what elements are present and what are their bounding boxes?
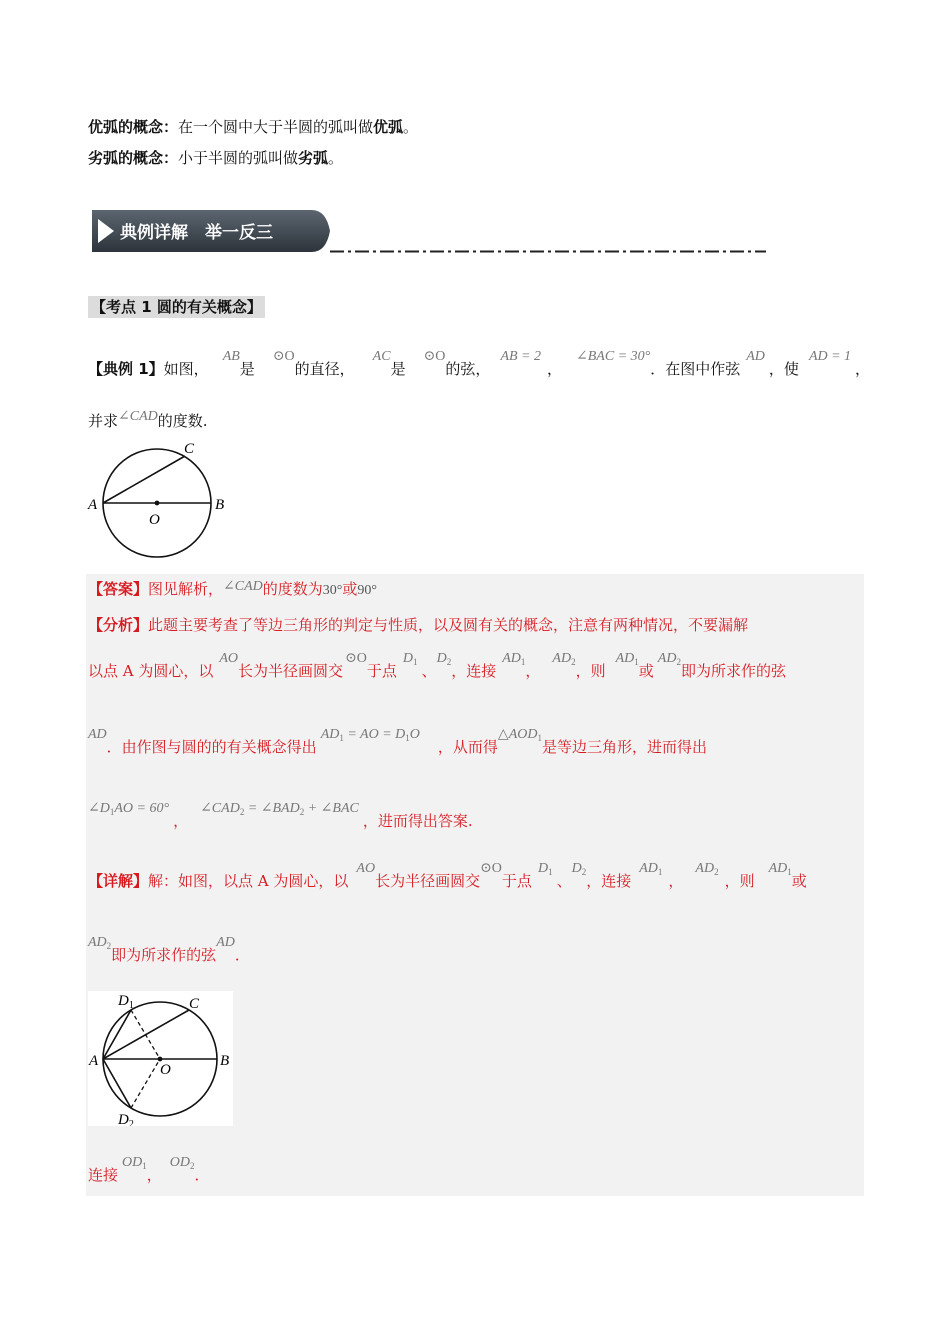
math-sub: 2 <box>676 657 681 667</box>
math-circle-o: ⊙O <box>423 349 446 364</box>
math-ad-eq: AD = 1 <box>808 349 852 364</box>
point-label-d1: $D_1$ <box>118 993 134 1011</box>
example-text: 是 <box>239 360 255 378</box>
point-label-a: A <box>89 1053 99 1069</box>
math-ab-eq: AB = 2 <box>500 349 541 364</box>
example-text: 的直径， <box>294 360 355 378</box>
math-angle-cad: ∠CAD <box>118 409 158 424</box>
example-text: 的度数. <box>157 412 208 430</box>
example-text: 如图， <box>163 360 209 378</box>
math-equal-chain <box>321 727 420 742</box>
detail-text: 、 <box>556 872 572 890</box>
minor-arc-term: 劣弧 <box>298 149 329 167</box>
answer-text: 或 <box>342 580 358 598</box>
point-label-c: C <box>184 441 195 457</box>
answer-text: 图见解析， <box>148 580 224 598</box>
math-sub: 2 <box>714 867 719 877</box>
math-sub: 2 <box>239 807 245 817</box>
math-ad: AD <box>695 861 715 876</box>
detail-text: 于点 <box>501 872 532 890</box>
math-sub: 2 <box>299 807 305 817</box>
analysis-text: 长为半径画圆交 <box>238 662 344 680</box>
math-ao-d: = AO = D <box>343 727 406 742</box>
math-sub: 2 <box>446 657 452 667</box>
math-o: O <box>409 727 420 742</box>
answer-label: 【答案】 <box>88 580 149 598</box>
math-circle-o: ⊙O <box>480 861 502 876</box>
detail-text: ，则 <box>724 872 755 890</box>
math-sub: 1 <box>339 733 344 743</box>
math-angle-cad: ∠CAD <box>223 579 263 594</box>
major-arc-term: 优弧 <box>373 118 404 136</box>
detail-text: ，连接 <box>586 872 632 890</box>
detail-text: 即为所求作的弦 <box>111 946 217 964</box>
math-sub: 2 <box>581 867 587 877</box>
math-angle-bad: = ∠BAD <box>244 801 300 816</box>
math-d: D <box>402 651 414 666</box>
analysis-line-4 <box>88 801 473 837</box>
circle-figure-2-frame <box>88 991 233 1126</box>
example-text: ， <box>855 360 871 378</box>
math-ad: AD <box>615 651 635 666</box>
detail-text: ． <box>194 1166 210 1184</box>
math-angle-cad: ∠CAD <box>200 801 240 816</box>
math-90deg: 90° <box>357 583 378 598</box>
analysis-line-3 <box>88 727 707 763</box>
banner-dashed-rule <box>330 250 766 253</box>
major-arc-label: 优弧的概念： <box>88 118 179 136</box>
math-d1 <box>538 861 553 876</box>
circle-figure-1 <box>84 436 234 566</box>
analysis-label: 【分析】 <box>88 616 149 634</box>
analysis-text: ，进而得出答案. <box>362 812 473 830</box>
math-sub: 1 <box>548 867 553 877</box>
detail-text: 长为半径画圆交 <box>375 872 481 890</box>
math-ad1 <box>639 861 662 876</box>
math-triangle-aod: △AOD <box>497 727 538 742</box>
detail-text: ， <box>146 1166 162 1184</box>
example-text: 并求 <box>88 412 119 430</box>
minor-arc-concept <box>88 147 343 169</box>
analysis-text: ， <box>173 812 189 830</box>
math-ad2 <box>695 861 718 876</box>
analysis-text: 、 <box>421 662 437 680</box>
analysis-text: ，从而得 <box>437 738 498 756</box>
math-ao-60: AO = 60° <box>114 801 170 816</box>
detail-text: 解：如图，以点 A 为圆心，以 <box>148 872 349 890</box>
analysis-text: 于点 <box>366 662 397 680</box>
analysis-text: 或 <box>638 662 654 680</box>
math-ac: AC <box>372 349 391 364</box>
detail-text: ， <box>668 872 684 890</box>
math-od2 <box>170 1155 195 1170</box>
math-ad1 <box>769 861 792 876</box>
math-d: D <box>436 651 447 666</box>
math-sub: 2 <box>106 941 112 951</box>
point-label-o: O <box>149 512 160 528</box>
math-circle-o: ⊙O <box>345 651 367 666</box>
minor-arc-label: 劣弧的概念： <box>88 149 179 167</box>
math-ad: AD <box>502 651 521 666</box>
analysis-text: ．由作图与圆的的有关概念得出 <box>106 738 317 756</box>
detail-line-3 <box>88 1155 210 1191</box>
answer-text: 的度数为 <box>262 580 323 598</box>
major-arc-text: 在一个圆中大于半圆的弧叫做 <box>178 118 374 136</box>
math-od: OD <box>122 1155 143 1170</box>
math-d2 <box>572 861 587 876</box>
detail-text: ． <box>234 946 250 964</box>
math-ad2 <box>658 651 681 666</box>
math-ad: AD <box>746 349 765 364</box>
math-ad1 <box>502 651 525 666</box>
math-ad: AD <box>216 935 235 950</box>
math-ad: AD <box>88 727 107 742</box>
math-angle-bac: ∠BAC = 30° <box>576 349 651 364</box>
section-banner <box>90 208 332 254</box>
answer-line <box>88 578 377 602</box>
math-ad1 <box>616 651 639 666</box>
analysis-text: ， <box>525 662 541 680</box>
math-triangle <box>498 727 542 742</box>
math-od: OD <box>169 1155 190 1170</box>
math-angle-sum <box>200 801 359 816</box>
math-ab: AB <box>222 349 240 364</box>
math-angle-bac: + ∠BAC <box>304 801 359 816</box>
kaodian-heading: 【考点 1 圆的有关概念】 <box>88 296 265 318</box>
point-label-a: A <box>88 497 98 513</box>
analysis-text: 是等边三角形，进而得出 <box>541 738 707 756</box>
analysis-text: ，则 <box>575 662 606 680</box>
math-d1 <box>403 651 418 666</box>
math-ad: AD <box>552 651 572 666</box>
detail-text: 或 <box>791 872 807 890</box>
example-text: ， <box>547 360 563 378</box>
math-ad: AD <box>657 651 677 666</box>
example-label: 【典例 1】 <box>88 360 164 378</box>
point-label-d2: $D_2$ <box>118 1112 134 1126</box>
math-ao: AO <box>356 861 376 876</box>
math-ad2 <box>552 651 575 666</box>
math-sub: 1 <box>657 867 663 877</box>
analysis-line-2 <box>88 651 786 687</box>
math-30deg: 30° <box>322 583 343 598</box>
math-sub: 1 <box>787 867 792 877</box>
math-d: D <box>571 861 582 876</box>
analysis-text: ，连接 <box>451 662 497 680</box>
analysis-text: 此题主要考查了等边三角形的判定与性质，以及圆有关的概念，注意有两种情况，不要漏解 <box>148 616 749 634</box>
math-sub: 2 <box>571 657 576 667</box>
point-label-b: B <box>215 497 225 513</box>
math-ad: AD <box>320 727 340 742</box>
example-text: 的弦， <box>445 360 491 378</box>
math-ao: AO <box>219 651 239 666</box>
banner-text: 典例详解 举一反三 <box>120 223 273 243</box>
detail-label: 【详解】 <box>88 872 149 890</box>
circle-figure-2 <box>88 991 233 1126</box>
math-sub: 1 <box>413 657 418 667</box>
math-sub: 1 <box>405 733 410 743</box>
point-label-o: O <box>160 1062 171 1078</box>
analysis-text: 即为所求作的弦 <box>680 662 786 680</box>
math-sub: 1 <box>142 1161 147 1171</box>
math-ad: AD <box>768 861 788 876</box>
example-text: 是 <box>390 360 406 378</box>
math-ad: AD <box>88 935 107 950</box>
example-line-1 <box>88 349 871 382</box>
detail-line-2 <box>88 935 250 971</box>
example-text: ．在图中作弦 <box>650 360 741 378</box>
math-sub: 1 <box>109 807 115 817</box>
math-circle-o: ⊙O <box>272 349 295 364</box>
math-ad2 <box>88 935 111 950</box>
math-d: D <box>537 861 549 876</box>
point-label-b: B <box>220 1053 230 1069</box>
example-text: ，使 <box>768 360 799 378</box>
detail-text: 连接 <box>88 1166 119 1184</box>
math-od1 <box>122 1155 147 1170</box>
point-label-c: C <box>189 996 200 1012</box>
minor-arc-end: 。 <box>328 149 344 167</box>
major-arc-end: 。 <box>403 118 419 136</box>
math-sub: 2 <box>190 1161 195 1171</box>
example-line-2 <box>88 410 208 434</box>
math-d2 <box>437 651 452 666</box>
math-sub: 1 <box>520 657 526 667</box>
math-angle-d1ao <box>88 801 169 816</box>
math-ad: AD <box>639 861 658 876</box>
math-sub: 1 <box>634 657 639 667</box>
analysis-line-1 <box>88 614 748 636</box>
detail-line-1 <box>88 861 807 897</box>
major-arc-concept <box>88 116 418 138</box>
minor-arc-text: 小于半圆的弧叫做 <box>178 149 299 167</box>
analysis-text: 以点 A 为圆心，以 <box>88 662 214 680</box>
math-angle-d: ∠D <box>88 801 110 816</box>
math-sub: 1 <box>537 733 542 743</box>
